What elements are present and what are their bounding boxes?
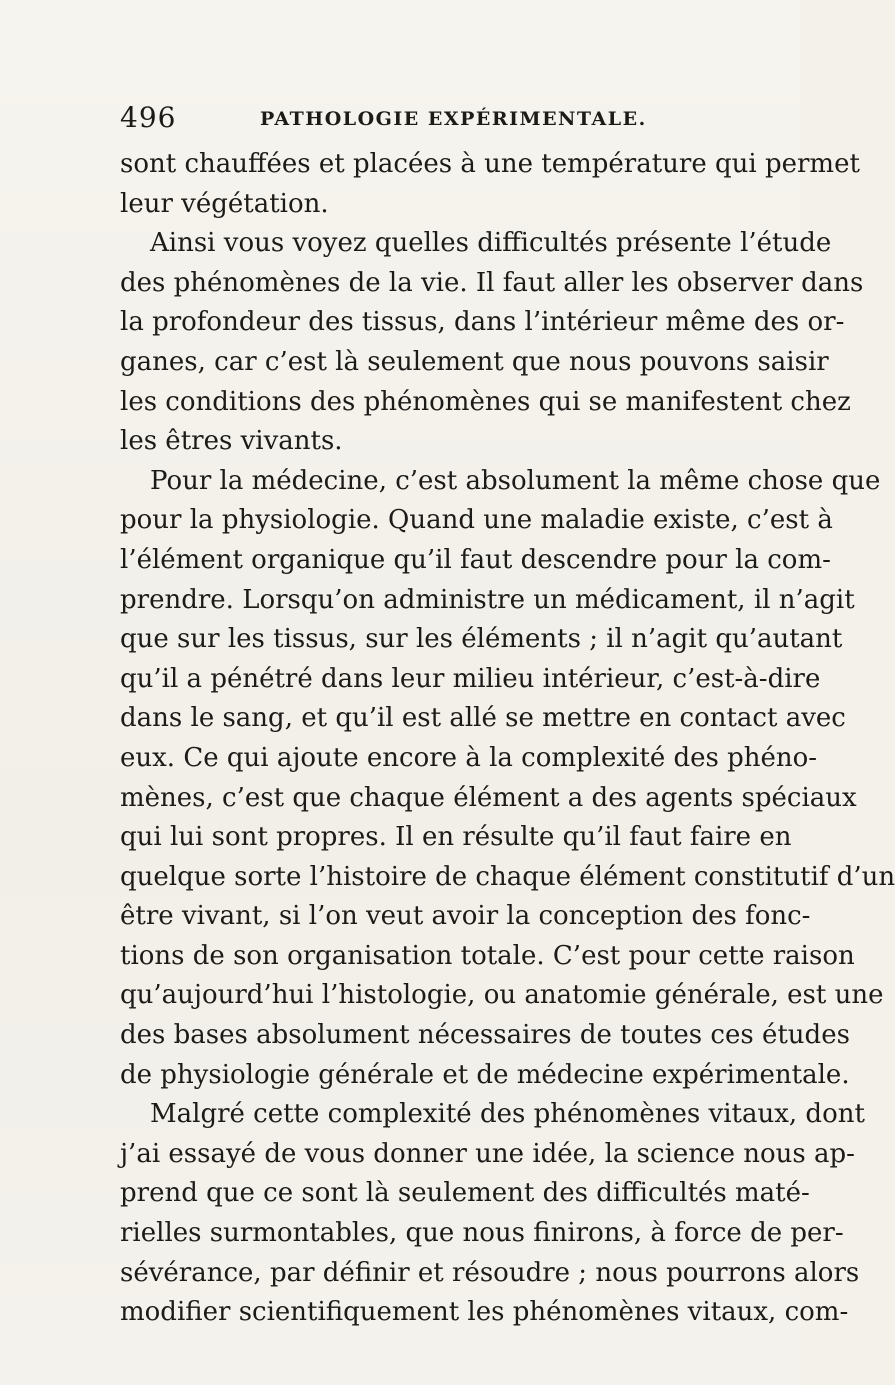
text-line: les êtres vivants. — [120, 426, 343, 457]
text-line: pour la physiologie. Quand une maladie existe, c’est à — [120, 505, 833, 536]
text-line: qu’aujourd’hui l’histologie, ou anatomie générale, est une — [120, 980, 884, 1011]
text-line: modifier scientifiquement les phénomènes vitaux, com- — [120, 1297, 849, 1328]
text-line: que sur les tissus, sur les éléments ; il n’agit qu’autant — [120, 624, 843, 655]
text-line: eux. Ce qui ajoute encore à la complexité des phéno- — [120, 742, 818, 773]
text-line: sont chauffées et placées à une température qui permet — [120, 149, 860, 179]
text-line: mènes, c’est que chaque élément a des agents spéciaux — [120, 782, 857, 813]
paragraph-start-line: Malgré cette complexité des phénomènes vitaux, dont — [150, 1099, 865, 1130]
text-line: rielles surmontables, que nous finirons, à force de per- — [120, 1218, 844, 1249]
text-line: des phénomènes de la vie. Il faut aller les observer dans — [120, 267, 864, 298]
page-number: 496 — [120, 101, 177, 134]
text-line: prendre. Lorsqu’on administre un médicament, il n’agit — [120, 584, 855, 615]
paragraph-start-line: Pour la médecine, c’est absolument la même chose que — [150, 465, 881, 496]
text-line: tions de son organisation totale. C’est pour cette raison — [120, 940, 855, 971]
text-line: l’élément organique qu’il faut descendre pour la com- — [120, 544, 831, 575]
text-line: des bases absolument nécessaires de toutes ces études — [120, 1020, 850, 1051]
text-line: la profondeur des tissus, dans l’intérieur même des or- — [120, 307, 845, 338]
text-line: de physiologie générale et de médecine expérimentale. — [120, 1059, 850, 1090]
text-line: qui lui sont propres. Il en résulte qu’il faut faire en — [120, 822, 792, 853]
text-line: j’ai essayé de vous donner une idée, la science nous ap- — [120, 1138, 855, 1169]
running-head — [120, 98, 680, 138]
text-line: sévérance, par définir et résoudre ; nous pourrons alors — [120, 1257, 860, 1288]
running-title: PATHOLOGIE EXPÉRIMENTALE. — [260, 108, 647, 130]
text-line: quelque sorte l’histoire de chaque élément constitutif d’un — [120, 861, 895, 892]
text-line: être vivant, si l’on veut avoir la conception des fonc- — [120, 901, 811, 932]
text-line: leur végétation. — [120, 188, 329, 219]
text-line: ganes, car c’est là seulement que nous pouvons saisir — [120, 346, 829, 377]
text-line: les conditions des phénomènes qui se manifestent chez — [120, 386, 851, 417]
text-line: dans le sang, et qu’il est allé se mettre en contact avec — [120, 703, 846, 734]
text-line: prend que ce sont là seulement des difficultés maté- — [120, 1178, 810, 1209]
body-text — [120, 145, 895, 1333]
paragraph-start-line: Ainsi vous voyez quelles difficultés présente l’étude — [150, 228, 832, 259]
text-line: qu’il a pénétré dans leur milieu intérieur, c’est-à-dire — [120, 663, 821, 694]
